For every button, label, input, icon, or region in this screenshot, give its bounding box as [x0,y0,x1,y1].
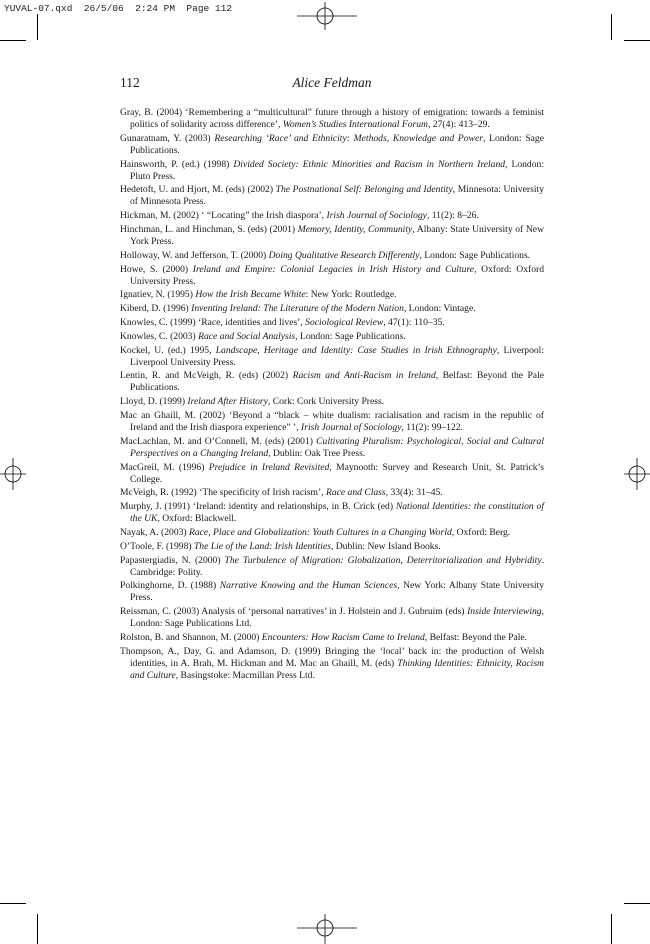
reference-text: , Belfast: Beyond the Pale. [424,631,528,643]
reference-title: Divided Society: Ethnic Minorities and Racism in Northern Ireland [233,158,506,170]
reference-title: How the Irish Became White [195,289,306,301]
crop-mark-top-right-h [624,40,650,41]
reference-title: Women’s Studies International Forum [282,119,428,130]
reference-title: Encounters: How Racism Came to Ireland [261,631,425,643]
reference-text: Lentin, R. and McVeigh, R. (eds) (2002) [120,370,293,382]
reference-text: , Dublin: New Island Books. [330,540,441,552]
reference-text: , London: Sage Publications. [130,132,544,156]
reference-text: Polkinghorne, D. (1988) [120,580,220,592]
reference-text: Hinchman, L. and Hinchman, S. (eds) (2001) [120,223,298,235]
reference-text: , Oxford: Blackwell. [157,513,237,525]
print-slug: YUVAL-07.qxd 26/5/06 2:24 PM Page 112 [4,3,233,14]
reference-text: MacGreil, M. (1996) [120,461,209,473]
reference-text: , Oxford: Oxford University Press. [130,263,544,287]
reference-text: O’Toole, F. (1998) [120,540,194,552]
registration-mark-top [297,2,357,30]
reference-text: , Belfast: Beyond the Pale Publications. [130,370,544,394]
reference-title: The Postnational Self: Belonging and Identity [275,184,453,196]
reference-text: Lloyd, D. (1999) [120,396,188,408]
reference-entry [120,289,544,301]
reference-text: : New York: Routledge. [305,289,397,301]
reference-title: Cultivating Pluralism: Psychological, Social and Cultural Perspectives on a Changing Ireland [130,435,545,459]
reference-title: National Identities: the constitution of the UK [130,501,544,525]
reference-entry [120,487,544,499]
reference-list [120,107,544,684]
reference-title: Irish Journal of Sociology [301,421,402,433]
reference-text: Hedetoft, U. and Hjort, M. (eds) (2002) [120,184,276,196]
reference-text: Reissman, C. (2003) Analysis of ‘personal narratives’ in J. Holstein and J. Gubruim (eds) [120,606,468,618]
reference-entry [120,501,544,525]
reference-text: , London: Sage Publications. [419,249,531,261]
reference-entry [120,527,544,539]
reference-text: , Minnesota: University of Minnesota Press. [130,184,544,208]
reference-entry [120,541,544,553]
reference-text: , New York: Albany State University Press. [130,580,545,604]
reference-text: Thompson, A., Day, G. and Adamson, D. (1999) Bringing the ‘local’ back in: the production of Welsh identities, in A. Brah, M. Hickman and M. Mac an Ghaill, M. (eds) [120,645,544,669]
reference-text: Mac an Ghaill, M. (2002) ‘Beyond a “black – white dualism: racialisation and racism in the republic of Ireland and the Irish diaspora experience” ’, [120,409,544,433]
reference-text: . Cambridge: Polity. [130,554,544,578]
reference-text: Hickman, M. (2002) ‘ “Locating” the Irish diaspora’, [120,210,327,222]
reference-title: Prejudice in Ireland Revisited [208,461,330,473]
reference-entry [120,133,544,157]
reference-text: , London: Sage Publications Ltd. [130,606,544,630]
reference-title: Race and Social Analysis [198,330,296,342]
reference-entry [120,250,544,262]
reference-text: Gray, B. (2004) ‘Remembering a “multicultural” future through a history of emigration: towards a feminist politics of solidarity across difference’, [120,107,544,130]
reference-text: , Maynooth: Survey and Research Unit, St. Patrick’s College. [130,461,544,485]
reference-text: McVeigh, R. (1992) ‘The specificity of Irish racism’, [120,487,326,499]
reference-entry [120,303,544,315]
reference-text: , 33(4): 31–45. [385,487,443,499]
reference-entry [120,555,544,579]
reference-entry [120,331,544,343]
reference-entry [120,107,544,131]
reference-text: Papastergiadis, N. (2000) [120,554,225,566]
reference-text: , 11(2): 99–122. [401,421,463,433]
reference-entry [120,410,544,434]
reference-text: Knowles, C. (1999) ‘Race, identities and lives’, [120,316,306,328]
reference-entry [120,370,544,394]
reference-entry [120,210,544,222]
reference-text: , London: Pluto Press. [130,158,544,182]
reference-title: Narrative Knowing and the Human Sciences [219,580,398,592]
reference-text: , Liverpool: Liverpool University Press. [130,344,544,368]
reference-text: Rolston, B. and Shannon, M. (2000) [120,631,262,643]
reference-title: Doing Qualitative Research Differently [268,249,420,261]
reference-entry [120,606,544,630]
reference-text: Murphy, J. (1991) ‘Ireland: identity and relationships, in B. Crick (ed) [120,501,396,513]
reference-text: , 27(4): 413–29. [428,119,490,130]
reference-entry [120,317,544,329]
reference-text: , London: Vintage. [403,303,476,315]
reference-title: Inside Interviewing [467,606,542,618]
reference-entry [120,462,544,486]
reference-title: Sociological Review [305,316,384,328]
reference-title: Memory, Identity, Community [297,223,413,235]
reference-text: Gunaratnam, Y. (2003) [120,132,215,144]
reference-text: Hainsworth, P. (ed.) (1998) [120,158,234,170]
page-number: 112 [120,75,140,90]
reference-text: , 11(2): 8–26. [426,210,479,222]
reference-title: Racism and Anti-Racism in Ireland [292,370,436,382]
registration-mark-left [0,458,26,490]
reference-title: Thinking Identities: Ethnicity, Racism and Culture [130,657,544,681]
reference-entry [120,345,544,369]
reference-title: The Turbulence of Migration: Globalization, Deterritorialization and Hybridity [224,554,542,566]
reference-entry [120,646,544,682]
running-head: Alice Feldman [292,75,372,90]
reference-title: The Lie of the Land: Irish Identities [193,540,331,552]
reference-text: , 47(1): 110–35. [383,316,445,328]
reference-text: , Oxford: Berg. [451,526,511,538]
reference-title: Race and Class [325,487,386,499]
reference-entry [120,580,544,604]
reference-text: Holloway, W. and Jefferson, T. (2000) [120,249,269,261]
crop-mark-top-left-v [37,14,38,40]
registration-mark-bottom [297,914,357,944]
crop-mark-bottom-right-v [611,914,612,944]
reference-title: Researching ‘Race’ and Ethnicity: Methods, Knowledge and Power [214,132,483,144]
reference-title: Irish Journal of Sociology [326,210,427,222]
reference-text: Kockel, U. (ed.) 1995, [120,344,216,356]
reference-entry [120,632,544,644]
crop-mark-bottom-left-h [0,903,26,904]
reference-title: Inventing Ireland: The Literature of the Modern Nation [191,303,404,315]
reference-entry [120,264,544,288]
reference-text: , Dublin: Oak Tree Press. [268,447,366,459]
reference-entry [120,224,544,248]
reference-text: MacLachlan, M. and O’Connell, M. (eds) (2001) [120,435,317,447]
reference-title: Ireland After History [187,396,268,408]
reference-entry [120,396,544,408]
crop-mark-bottom-right-h [624,903,650,904]
reference-text: Ignatiev, N. (1995) [120,289,196,301]
reference-title: Race, Place and Globalization: Youth Cultures in a Changing World [189,526,452,538]
reference-entry [120,184,544,208]
reference-entry [120,436,544,460]
reference-text: Howe, S. (2000) [120,263,193,275]
reference-entry [120,159,544,183]
reference-text: Nayak, A. (2003) [120,526,190,538]
reference-text: , London: Sage Publications. [295,330,406,342]
reference-text: Knowles, C. (2003) [120,330,199,342]
reference-text: , Cork: Cork University Press. [267,396,385,408]
crop-mark-bottom-left-v [37,914,38,944]
crop-mark-top-right-v [611,14,612,40]
reference-text: Kiberd, D. (1996) [120,303,192,315]
reference-title: Ireland and Empire: Colonial Legacies in Irish History and Culture [192,263,475,275]
reference-text: , Albany: State University of New York Press. [130,223,544,247]
reference-text: , Basingstoke: Macmillan Press Ltd. [175,669,315,681]
crop-mark-top-left-h [0,40,26,41]
registration-mark-right [624,458,650,490]
reference-title: Landscape, Heritage and Identity: Case Studies in Irish Ethnography [215,344,497,356]
